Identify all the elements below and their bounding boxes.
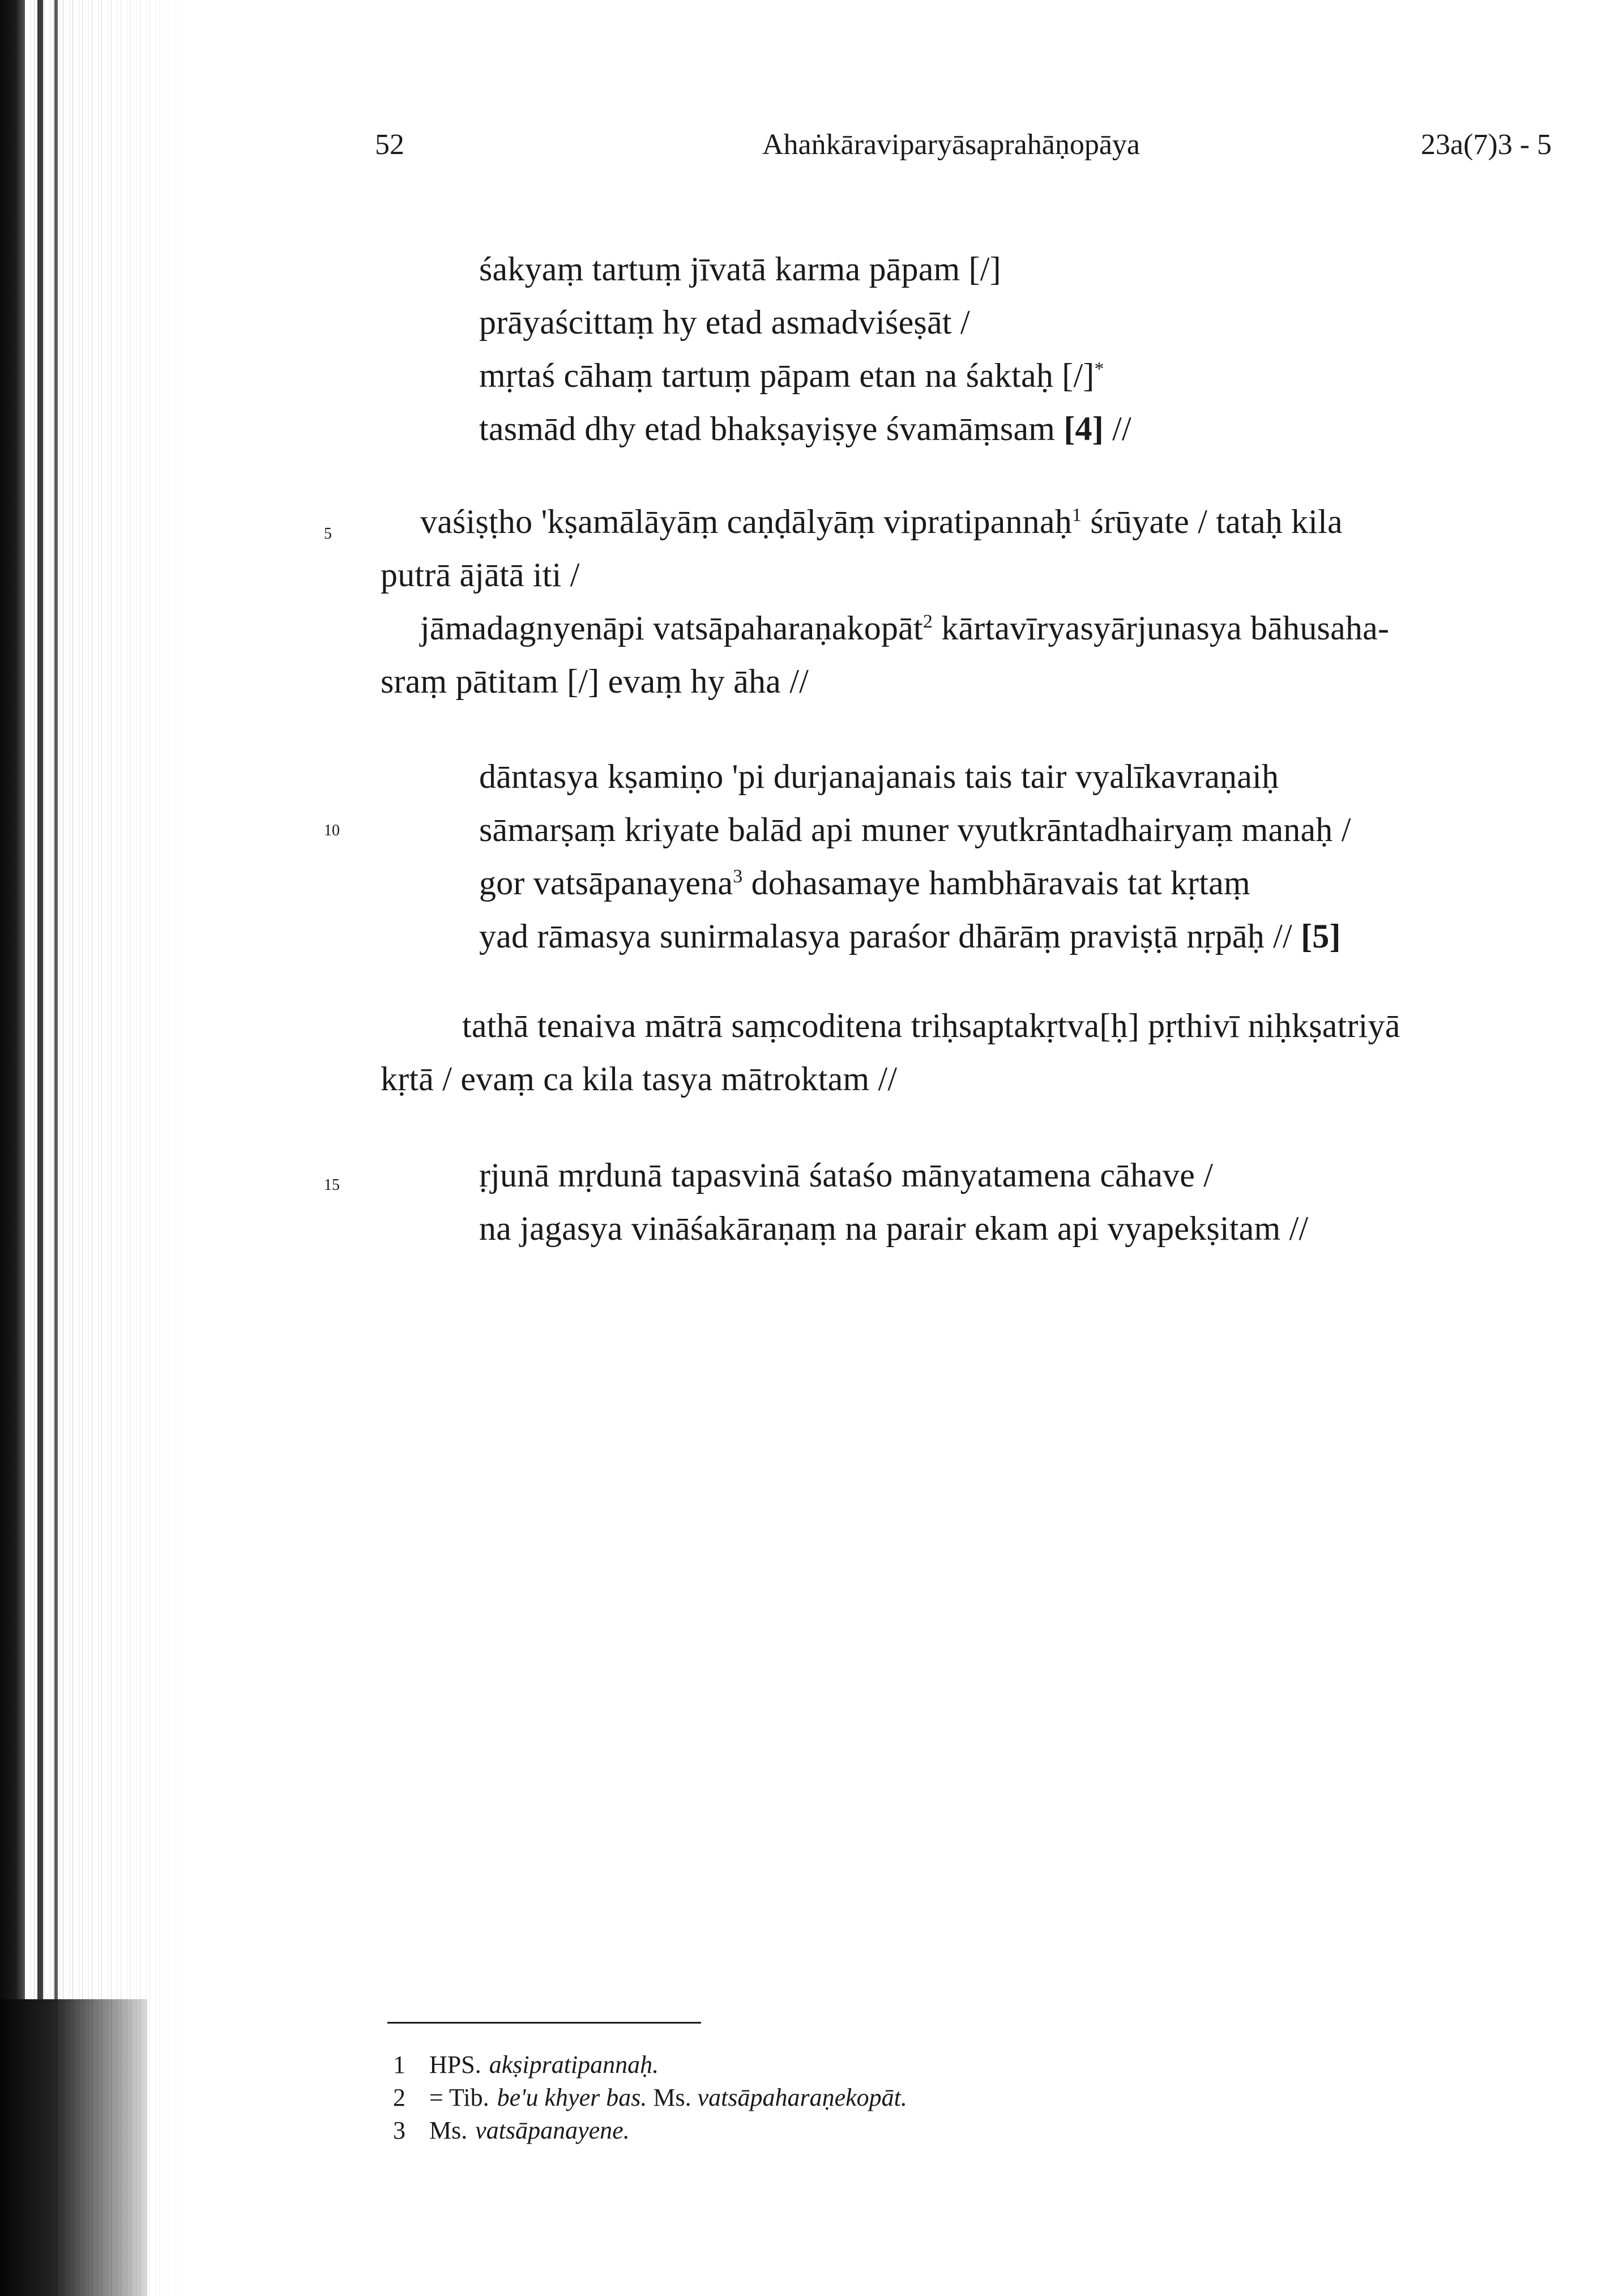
line-number: 15 [324,1176,340,1194]
asterisk-mark: * [1094,359,1104,379]
verse2-line1: dāntasya kṣamiṇo 'pi durjanajanais tais tair vyalīkavraṇaiḥ [479,758,1279,795]
line-number: 10 [324,822,340,839]
prose2-line2: kṛtā / evaṃ ca kila tasya mātroktam // [381,1060,898,1098]
prose1-line4: sraṃ pātitam [/] evaṃ hy āha // [381,663,809,700]
footnote-divider [387,2022,701,2024]
verse1-line4: tasmād dhy etad bhakṣayiṣye śvamāṃsam [4] // [479,410,1131,447]
footnote-number: 1 [393,2051,405,2079]
verse1-line1: śakyaṃ tartuṃ jīvatā karma pāpam [/] [479,250,1001,288]
verse1-line2: prāyaścittaṃ hy etad asmadviśeṣāt / [479,304,970,341]
verse-number: [5] [1301,917,1341,955]
binding-shadow [0,0,25,2296]
verse2-line3: gor vatsāpanayena$^3$ dohasamaye hambhāravais tat kṛtaṃ [479,864,1250,902]
prose1-line3: jāmadagnyenāpi vatsāpaharaṇakopāt$^2$ kārtavīryasyārjunasya bāhusaha- [420,609,1390,647]
footnote-ref: 2 [922,611,933,632]
line-number: 5 [324,525,332,543]
verse-number: [4] [1064,410,1104,447]
footnote-1: 1 HPS. akṣipratipannaḥ. [393,2051,659,2079]
prose1-line1: vaśiṣṭho 'kṣamālāyāṃ caṇḍālyāṃ vipratipannaḥ$^1$ śrūyate / tataḥ kila [420,503,1343,540]
binding-edge [0,0,187,2296]
verse3-line2: na jagasya vināśakāraṇaṃ na parair ekam api vyapekṣitam // [479,1210,1309,1247]
verse3-line1: ṛjunā mṛdunā tapasvinā śataśo mānyatamena cāhave / [479,1156,1214,1194]
running-title: Ahaṅkāraviparyāsaprahāṇopāya [762,129,1140,161]
footnote-3: 3 Ms. vatsāpanayene. [393,2116,630,2144]
footnote-number: 2 [393,2084,405,2111]
prose1-line2: putrā ājātā iti / [381,556,580,594]
footnote-number: 3 [393,2116,405,2144]
footnote-ref: 3 [733,866,743,887]
binding-shadow [54,0,58,2296]
footnote-ref: 1 [1071,505,1082,526]
folio-reference: 23a(7)3 - 5 [1421,129,1552,161]
verse2-line2: sāmarṣaṃ kriyate balād api muner vyutkrāntadhairyaṃ manaḥ / [479,811,1351,848]
binding-shadow [0,1999,147,2296]
prose2-line1: tathā tenaiva mātrā saṃcoditena triḥsaptakṛtva[ḥ] pṛthivī niḥkṣatriyā [462,1007,1400,1044]
verse1-line3: mṛtaś cāhaṃ tartuṃ pāpam etan na śaktaḥ [/]* [479,357,1104,394]
binding-shadow [37,0,43,2296]
verse2-line4: yad rāmasya sunirmalasya paraśor dhārāṃ praviṣṭā nṛpāḥ // [5] [479,917,1341,955]
footnote-2: 2 = Tib. be'u khyer bas. Ms. vatsāpaharaṇekopāt. [393,2084,907,2111]
page-number: 52 [375,129,404,161]
